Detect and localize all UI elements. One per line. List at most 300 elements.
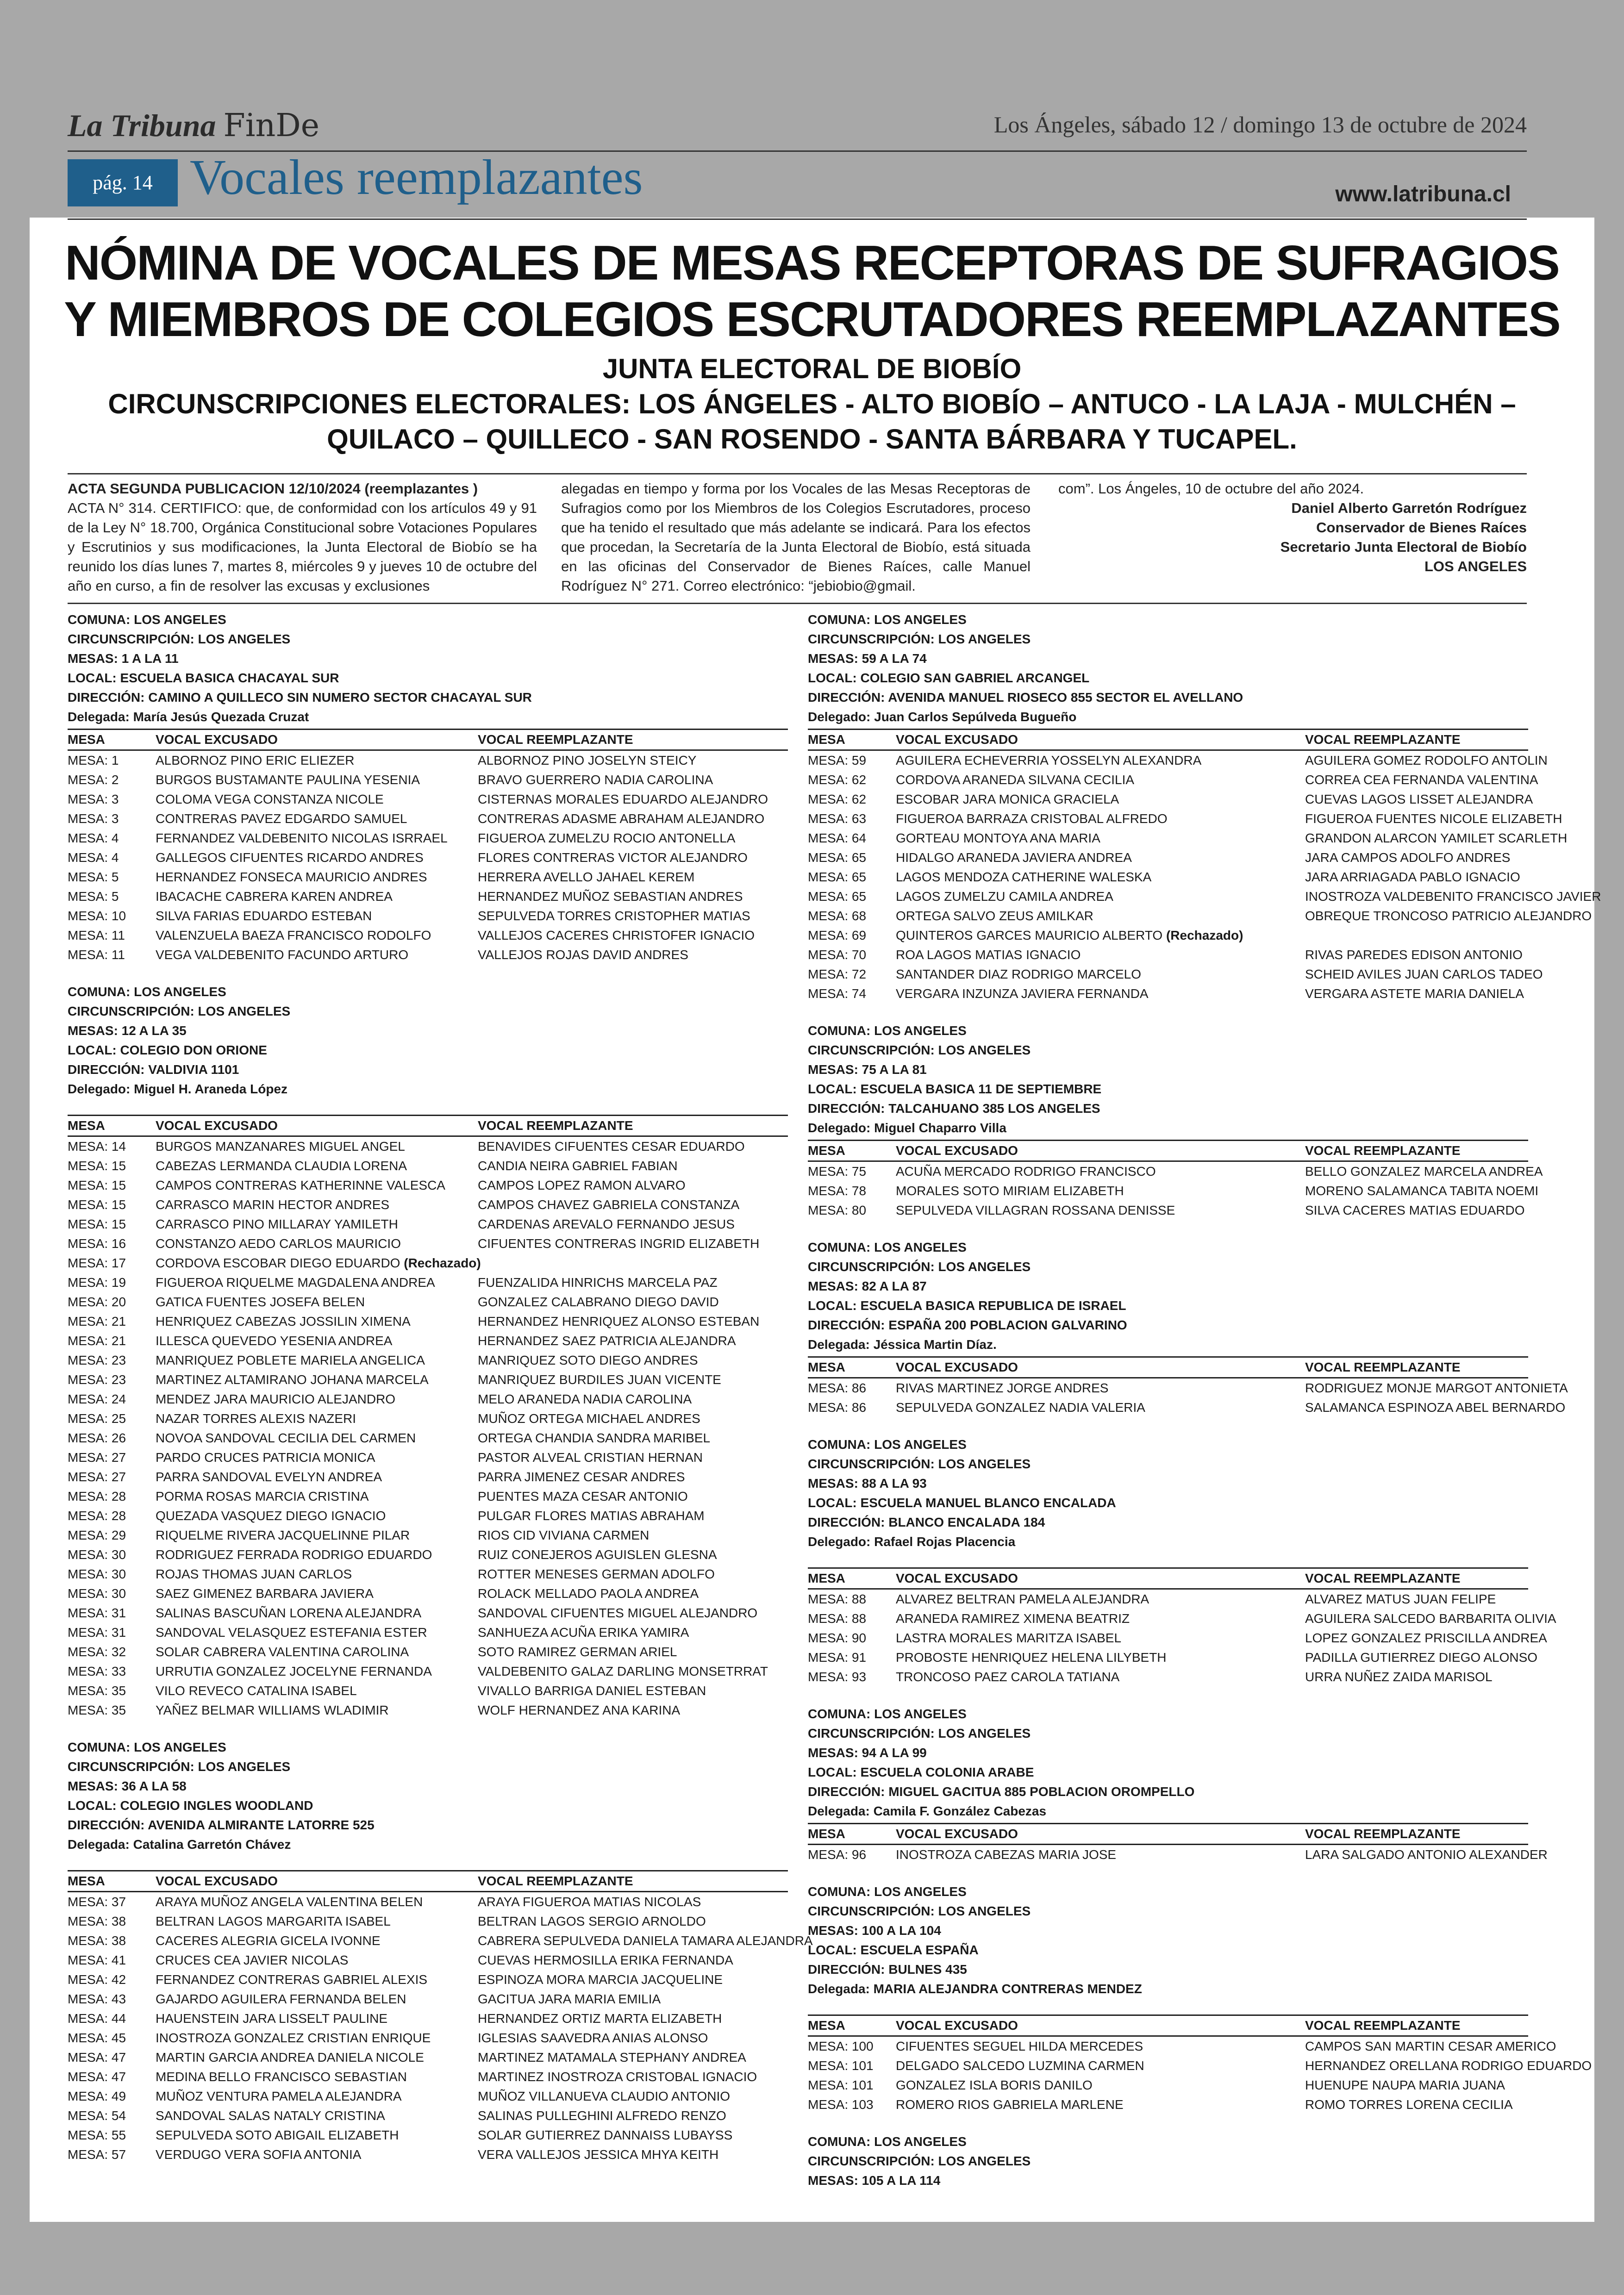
table-row [68, 1642, 788, 1662]
vocal-excusado-cell: SAEZ GIMENEZ BARBARA JAVIERA [156, 1586, 374, 1601]
polling-place-info [68, 610, 788, 727]
vocal-excusado-cell: SILVA FARIAS EDUARDO ESTEBAN [156, 909, 372, 923]
vocal-excusado-cell: FIGUEROA BARRAZA CRISTOBAL ALFREDO [896, 811, 1168, 826]
header-vocal-reemplazante: VOCAL REEMPLAZANTE [1305, 1571, 1461, 1585]
polling-place-info-line: CIRCUNSCRIPCIÓN: LOS ANGELES [808, 1904, 1031, 1918]
header-vocal-excusado: VOCAL EXCUSADO [896, 1827, 1018, 1841]
mesa-cell: MESA: 63 [808, 811, 867, 826]
mesa-cell: MESA: 43 [68, 1992, 126, 2006]
table-row [808, 984, 1528, 1004]
circunscripciones-line2: QUILACO – QUILLECO - SAN ROSENDO - SANTA BÁRBARA Y TUCAPEL. [327, 424, 1297, 455]
vocal-reemplazante-cell: SOLAR GUTIERREZ DANNAISS LUBAYSS [478, 2128, 733, 2142]
table-row [68, 1351, 788, 1370]
vocal-reemplazante-cell [1305, 926, 1528, 945]
vocal-excusado-cell: LAGOS ZUMELZU CAMILA ANDREA [896, 889, 1113, 904]
table-row [808, 867, 1528, 887]
polling-place-info-line: LOCAL: ESCUELA ESPAÑA [808, 1943, 979, 1957]
table-row [808, 770, 1538, 790]
vocal-reemplazante-cell: MARTINEZ INOSTROZA CRISTOBAL IGNACIO [478, 2070, 757, 2084]
table-row [68, 945, 788, 965]
table-row [808, 887, 1601, 906]
header-vocal-excusado: VOCAL EXCUSADO [156, 1118, 278, 1133]
polling-place-info [68, 982, 788, 1099]
polling-place-info-line: COMUNA: LOS ANGELES [808, 1884, 967, 1899]
vocal-reemplazante-cell: INOSTROZA VALDEBENITO FRANCISCO JAVIER [1305, 889, 1601, 904]
table-row [68, 1970, 788, 1989]
table-row [808, 2076, 1528, 2095]
vocal-excusado-cell: CONTRERAS PAVEZ EDGARDO SAMUEL [156, 811, 407, 826]
polling-place-info-line: CIRCUNSCRIPCIÓN: LOS ANGELES [808, 632, 1031, 646]
header-vocal-excusado: VOCAL EXCUSADO [156, 732, 278, 747]
polling-place-info-line: MESAS: 1 A LA 11 [68, 651, 179, 666]
polling-place-info-line: LOCAL: ESCUELA BASICA 11 DE SEPTIEMBRE [808, 1082, 1102, 1096]
mesa-cell: MESA: 90 [808, 1631, 867, 1645]
mesa-cell: MESA: 1 [68, 753, 119, 767]
vocal-reemplazante-cell: JARA CAMPOS ADOLFO ANDRES [1305, 850, 1511, 865]
table-row [68, 926, 788, 945]
table-row [68, 1254, 788, 1273]
table-row [808, 1845, 1548, 1865]
vocal-excusado-cell: MUÑOZ VENTURA PAMELA ALEJANDRA [156, 2089, 402, 2103]
vocal-excusado-cell: CABEZAS LERMANDA CLAUDIA LORENA [156, 1159, 407, 1173]
mesa-cell: MESA: 31 [68, 1606, 126, 1620]
acta-left-column [68, 479, 537, 596]
polling-place-info-line: MESAS: 59 A LA 74 [808, 651, 927, 666]
vocal-excusado-cell: CIFUENTES SEGUEL HILDA MERCEDES [896, 2039, 1143, 2053]
polling-place-info-line: DIRECCIÓN: AVENIDA ALMIRANTE LATORRE 525 [68, 1818, 375, 1832]
vocal-excusado-cell: HERNANDEZ FONSECA MAURICIO ANDRES [156, 870, 427, 884]
vocal-reemplazante-cell: HERNANDEZ MUÑOZ SEBASTIAN ANDRES [478, 889, 743, 904]
vocal-reemplazante-cell: MANRIQUEZ BURDILES JUAN VICENTE [478, 1372, 721, 1387]
vocal-excusado-cell: INOSTROZA CABEZAS MARIA JOSE [896, 1847, 1117, 1862]
vocal-reemplazante-cell: OBREQUE TRONCOSO PATRICIO ALEJANDRO [1305, 909, 1592, 923]
mesa-cell: MESA: 38 [68, 1933, 126, 1948]
table-row [808, 945, 1528, 965]
vocal-excusado-cell: CORDOVA ESCOBAR DIEGO EDUARDO (Rechazado) [156, 1256, 481, 1270]
mesa-cell: MESA: 49 [68, 2089, 126, 2103]
polling-place-info-line: Delegada: MARIA ALEJANDRA CONTRERAS MENDEZ [808, 1982, 1142, 1996]
spacer [808, 1999, 1528, 2013]
vocal-excusado-cell: MEDINA BELLO FRANCISCO SEBASTIAN [156, 2070, 407, 2084]
vocal-reemplazante-cell: SCHEID AVILES JUAN CARLOS TADEO [1305, 967, 1543, 981]
table-row [68, 2009, 788, 2028]
vocal-excusado-cell: RIVAS MARTINEZ JORGE ANDRES [896, 1381, 1109, 1395]
title-rule [68, 473, 1527, 474]
polling-place-info-line: Delegada: María Jesús Quezada Cruzat [68, 710, 309, 724]
table-row [808, 848, 1528, 867]
vocal-excusado-cell: LAGOS MENDOZA CATHERINE WALESKA [896, 870, 1152, 884]
vocal-excusado-cell: RODRIGUEZ FERRADA RODRIGO EDUARDO [156, 1547, 432, 1562]
vocal-excusado-cell: QUEZADA VASQUEZ DIEGO IGNACIO [156, 1509, 386, 1523]
rechazado-tag: (Rechazado) [404, 1256, 481, 1270]
polling-place-info-line: COMUNA: LOS ANGELES [808, 2134, 967, 2149]
section-title: Vocales reemplazantes [190, 150, 643, 205]
polling-place-info-line: DIRECCIÓN: AVENIDA MANUEL RIOSECO 855 SECTOR EL AVELLANO [808, 690, 1243, 705]
mesa-cell: MESA: 44 [68, 2011, 126, 2026]
circunscripciones-line1: CIRCUNSCRIPCIONES ELECTORALES: LOS ÁNGELES - ALTO BIOBÍO – ANTUCO - LA LAJA - MULCHÉN – [108, 388, 1516, 419]
mesa-cell: MESA: 23 [68, 1353, 126, 1367]
vocal-reemplazante-cell: BRAVO GUERRERO NADIA CAROLINA [478, 773, 713, 787]
table-row [68, 2087, 788, 2106]
vocal-reemplazante-cell: WOLF HERNANDEZ ANA KARINA [478, 1703, 681, 1717]
website-url: www.latribuna.cl [1335, 182, 1511, 206]
vocal-excusado-cell: NOVOA SANDOVAL CECILIA DEL CARMEN [156, 1431, 416, 1445]
mesa-cell: MESA: 30 [68, 1547, 126, 1562]
vocal-reemplazante-cell: VERA VALLEJOS JESSICA MHYA KEITH [478, 2147, 719, 2162]
vocal-reemplazante-cell: ROTTER MENESES GERMAN ADOLFO [478, 1567, 715, 1581]
table-row [68, 2145, 788, 2164]
table-row [68, 1195, 788, 1215]
vocal-reemplazante-cell: CARDENAS AREVALO FERNANDO JESUS [478, 1217, 735, 1231]
table-row [68, 1565, 788, 1584]
table-row [68, 848, 788, 867]
table-row [808, 965, 1543, 984]
vocal-excusado-cell: MENDEZ JARA MAURICIO ALEJANDRO [156, 1392, 396, 1406]
vocal-excusado-cell: SANTANDER DIAZ RODRIGO MARCELO [896, 967, 1141, 981]
vocal-excusado-cell: BURGOS BUSTAMANTE PAULINA YESENIA [156, 773, 420, 787]
polling-place-info-line: DIRECCIÓN: CAMINO A QUILLECO SIN NUMERO SECTOR CHACAYAL SUR [68, 690, 532, 705]
mesa-cell: MESA: 4 [68, 831, 119, 845]
vocal-reemplazante-cell [478, 1254, 788, 1273]
vocal-reemplazante-cell: FLORES CONTRERAS VICTOR ALEJANDRO [478, 850, 748, 865]
table-row [68, 906, 788, 926]
vocal-reemplazante-cell: CAMPOS LOPEZ RAMON ALVARO [478, 1178, 686, 1192]
header-vocal-excusado: VOCAL EXCUSADO [896, 732, 1018, 747]
mesa-cell: MESA: 96 [808, 1847, 867, 1862]
table-row [808, 926, 1528, 945]
mesa-cell: MESA: 35 [68, 1703, 126, 1717]
table-row [808, 1648, 1538, 1667]
junta-title: JUNTA ELECTORAL DE BIOBÍO [602, 353, 1022, 384]
vocal-excusado-cell: TRONCOSO PAEZ CAROLA TATIANA [896, 1670, 1120, 1684]
vocal-excusado-cell: RIQUELME RIVERA JACQUELINNE PILAR [156, 1528, 410, 1542]
polling-place-info-line: MESAS: 94 A LA 99 [808, 1746, 927, 1760]
vocal-reemplazante-cell: AGUILERA GOMEZ RODOLFO ANTOLIN [1305, 753, 1548, 767]
table-row [68, 2048, 788, 2067]
signatory-title1: Conservador de Bienes Raíces [1316, 519, 1527, 536]
mesa-cell: MESA: 25 [68, 1411, 126, 1426]
vocal-reemplazante-cell: MUÑOZ VILLANUEVA CLAUDIO ANTONIO [478, 2089, 731, 2103]
vocal-reemplazante-cell: CIFUENTES CONTRERAS INGRID ELIZABETH [478, 1236, 760, 1251]
header-vocal-reemplazante: VOCAL REEMPLAZANTE [1305, 1827, 1461, 1841]
table-row [68, 1951, 788, 1970]
vocal-reemplazante-cell: MORENO SALAMANCA TABITA NOEMI [1305, 1184, 1539, 1198]
polling-place-info-line: COMUNA: LOS ANGELES [808, 612, 967, 627]
vocal-excusado-cell: ILLESCA QUEVEDO YESENIA ANDREA [156, 1334, 393, 1348]
table-row [808, 2095, 1528, 2114]
vocal-reemplazante-cell: SILVA CACERES MATIAS EDUARDO [1305, 1203, 1525, 1217]
vocal-reemplazante-cell: ALVAREZ MATUS JUAN FELIPE [1305, 1592, 1496, 1606]
table-row [68, 2067, 788, 2087]
table-header [808, 729, 1528, 751]
polling-place-info-line: DIRECCIÓN: BULNES 435 [808, 1962, 967, 1977]
vocal-excusado-cell: ROJAS THOMAS JUAN CARLOS [156, 1567, 352, 1581]
main-title-line1: NÓMINA DE VOCALES DE MESAS RECEPTORAS DE SUFRAGIOS [65, 236, 1559, 290]
mesa-cell: MESA: 69 [808, 928, 867, 942]
header-mesa: MESA [808, 1571, 845, 1585]
polling-place-info [808, 1435, 1528, 1552]
vocal-reemplazante-cell: HERNANDEZ ORELLANA RODRIGO EDUARDO [1305, 2058, 1592, 2073]
vocal-excusado-cell: PROBOSTE HENRIQUEZ HELENA LILYBETH [896, 1650, 1167, 1665]
table-row [68, 1545, 788, 1565]
spacer [68, 1099, 788, 1113]
polling-place-block [808, 1882, 1592, 2114]
table-header [68, 1870, 788, 1892]
polling-place-info-line: LOCAL: ESCUELA MANUEL BLANCO ENCALADA [808, 1496, 1116, 1510]
table-header [808, 1356, 1528, 1378]
vocal-reemplazante-cell: CORREA CEA FERNANDA VALENTINA [1305, 773, 1538, 787]
polling-place-info [808, 610, 1528, 727]
header-vocal-reemplazante: VOCAL REEMPLAZANTE [1305, 732, 1461, 747]
polling-place-info-line: MESAS: 12 A LA 35 [68, 1023, 187, 1038]
right-listing-column [808, 610, 1601, 2208]
vocal-excusado-cell: ORTEGA SALVO ZEUS AMILKAR [896, 909, 1093, 923]
polling-place-info [808, 1238, 1528, 1354]
polling-place-info-line: COMUNA: LOS ANGELES [808, 1707, 967, 1721]
table-row [68, 1506, 788, 1526]
mesa-cell: MESA: 14 [68, 1139, 126, 1154]
table-row [68, 809, 788, 829]
vocal-reemplazante-cell: CANDIA NEIRA GABRIEL FABIAN [478, 1159, 678, 1173]
mesa-cell: MESA: 29 [68, 1528, 126, 1542]
vocal-excusado-cell: ALBORNOZ PINO ERIC ELIEZER [156, 753, 355, 767]
table-row [68, 2106, 788, 2126]
mesa-cell: MESA: 15 [68, 1159, 126, 1173]
polling-place-info-line: CIRCUNSCRIPCIÓN: LOS ANGELES [808, 2154, 1031, 2168]
mesa-cell: MESA: 37 [68, 1895, 126, 1909]
vocal-excusado-cell: BELTRAN LAGOS MARGARITA ISABEL [156, 1914, 391, 1928]
polling-place-info-line: Delegada: Jéssica Martin Díaz. [808, 1337, 997, 1352]
vocal-reemplazante-cell: BENAVIDES CIFUENTES CESAR EDUARDO [478, 1139, 745, 1154]
header-vocal-reemplazante: VOCAL REEMPLAZANTE [478, 732, 633, 747]
vocal-reemplazante-cell: PARRA JIMENEZ CESAR ANDRES [478, 1470, 685, 1484]
table-row [808, 1398, 1566, 1417]
polling-place-info-line: Delegado: Miguel H. Araneda López [68, 1082, 288, 1096]
polling-place-info-line: CIRCUNSCRIPCIÓN: LOS ANGELES [68, 632, 291, 646]
vocal-reemplazante-cell: CAMPOS SAN MARTIN CESAR AMERICO [1305, 2039, 1556, 2053]
vocal-excusado-cell: FERNANDEZ VALDEBENITO NICOLAS ISRRAEL [156, 831, 448, 845]
vocal-reemplazante-cell: ROLACK MELLADO PAOLA ANDREA [478, 1586, 699, 1601]
vocal-excusado-cell: GONZALEZ ISLA BORIS DANILO [896, 2078, 1093, 2092]
table-row [68, 887, 788, 906]
header-vocal-reemplazante: VOCAL REEMPLAZANTE [1305, 1360, 1461, 1374]
table-row [68, 1701, 788, 1720]
polling-place-info-line: COMUNA: LOS ANGELES [808, 1437, 967, 1452]
vocal-excusado-cell: CAMPOS CONTRERAS KATHERINNE VALESCA [156, 1178, 445, 1192]
vocal-excusado-cell: MARTIN GARCIA ANDREA DANIELA NICOLE [156, 2050, 424, 2064]
vocal-reemplazante-cell: VALLEJOS CACERES CHRISTOFER IGNACIO [478, 928, 755, 942]
header-vocal-excusado: VOCAL EXCUSADO [156, 1874, 278, 1888]
header-vocal-reemplazante: VOCAL REEMPLAZANTE [478, 1874, 633, 1888]
polling-place-info-line: MESAS: 36 A LA 58 [68, 1779, 187, 1793]
table-row [68, 1892, 788, 1912]
polling-place-info-line: COMUNA: LOS ANGELES [68, 1740, 226, 1754]
vocal-excusado-cell: GATICA FUENTES JOSEFA BELEN [156, 1295, 365, 1309]
vocal-excusado-cell: AGUILERA ECHEVERRIA YOSSELYN ALEXANDRA [896, 753, 1202, 767]
table-row [808, 2037, 1556, 2056]
signatory-title2: Secretario Junta Electoral de Biobío [1280, 539, 1527, 555]
table-row [68, 1390, 788, 1409]
vocal-excusado-cell: MANRIQUEZ POBLETE MARIELA ANGELICA [156, 1353, 425, 1367]
vocal-reemplazante-cell: SANHUEZA ACUÑA ERIKA YAMIRA [478, 1625, 689, 1640]
vocal-excusado-cell: VEGA VALDEBENITO FACUNDO ARTURO [156, 948, 409, 962]
table-row [808, 2056, 1592, 2076]
table-header [808, 1140, 1528, 1162]
polling-place-info-line: DIRECCIÓN: TALCAHUANO 385 LOS ANGELES [808, 1101, 1100, 1116]
vocal-reemplazante-cell: LOPEZ GONZALEZ PRISCILLA ANDREA [1305, 1631, 1547, 1645]
vocal-reemplazante-cell: ESPINOZA MORA MARCIA JACQUELINE [478, 1972, 723, 1987]
polling-place-info [808, 1882, 1528, 1999]
vocal-reemplazante-cell: SEPULVEDA TORRES CRISTOPHER MATIAS [478, 909, 750, 923]
mesa-cell: MESA: 19 [68, 1275, 126, 1290]
mesa-cell: MESA: 21 [68, 1334, 126, 1348]
vocal-excusado-cell: CARRASCO MARIN HECTOR ANDRES [156, 1197, 390, 1212]
vocal-reemplazante-cell: CABRERA SEPULVEDA DANIELA TAMARA ALEJANDRA [478, 1933, 813, 1948]
vocal-excusado-cell: URRUTIA GONZALEZ JOCELYNE FERNANDA [156, 1664, 432, 1678]
header-vocal-excusado: VOCAL EXCUSADO [896, 2018, 1018, 2033]
vocal-excusado-cell: LASTRA MORALES MARITZA ISABEL [896, 1631, 1122, 1645]
mesa-cell: MESA: 47 [68, 2070, 126, 2084]
newspaper-brand [68, 107, 319, 144]
mesa-cell: MESA: 72 [808, 967, 867, 981]
mesa-cell: MESA: 5 [68, 870, 119, 884]
vocal-excusado-cell: BURGOS MANZANARES MIGUEL ANGEL [156, 1139, 405, 1154]
table-row [808, 1378, 1568, 1398]
table-row [808, 1628, 1547, 1648]
vocal-excusado-cell: YAÑEZ BELMAR WILLIAMS WLADIMIR [156, 1703, 389, 1717]
vocal-excusado-cell: COLOMA VEGA CONSTANZA NICOLE [156, 792, 384, 806]
left-listing-column [68, 610, 813, 2182]
table-row [68, 1584, 788, 1603]
vocal-excusado-cell: ARANEDA RAMIREZ XIMENA BEATRIZ [896, 1611, 1130, 1626]
vocal-excusado-cell: PORMA ROSAS MARCIA CRISTINA [156, 1489, 369, 1503]
mesa-cell: MESA: 65 [808, 870, 867, 884]
vocal-reemplazante-cell: CUEVAS HERMOSILLA ERIKA FERNANDA [478, 1953, 733, 1967]
mesa-cell: MESA: 62 [808, 773, 867, 787]
polling-place-info-line: DIRECCIÓN: VALDIVIA 1101 [68, 1062, 239, 1077]
vocal-reemplazante-cell: VERGARA ASTETE MARIA DANIELA [1305, 986, 1524, 1001]
table-row [68, 770, 788, 790]
polling-place-info-line: DIRECCIÓN: BLANCO ENCALADA 184 [808, 1515, 1045, 1529]
header-vocal-reemplazante: VOCAL REEMPLAZANTE [1305, 2018, 1461, 2033]
vocal-reemplazante-cell: RUIZ CONEJEROS AGUISLEN GLESNA [478, 1547, 717, 1562]
vocal-excusado-cell: HAUENSTEIN JARA LISSELT PAULINE [156, 2011, 388, 2026]
mesa-cell: MESA: 4 [68, 850, 119, 865]
vocal-excusado-cell: ALVAREZ BELTRAN PAMELA ALEJANDRA [896, 1592, 1149, 1606]
vocal-reemplazante-cell: MELO ARANEDA NADIA CAROLINA [478, 1392, 692, 1406]
table-row [68, 1681, 788, 1701]
polling-place-info-line: CIRCUNSCRIPCIÓN: LOS ANGELES [808, 1726, 1031, 1740]
vocal-excusado-cell: SANDOVAL SALAS NATALY CRISTINA [156, 2108, 385, 2123]
vocal-reemplazante-cell: GONZALEZ CALABRANO DIEGO DAVID [478, 1295, 719, 1309]
mesa-cell: MESA: 11 [68, 928, 125, 942]
mesa-cell: MESA: 47 [68, 2050, 126, 2064]
vocal-excusado-cell: CACERES ALEGRIA GICELA IVONNE [156, 1933, 381, 1948]
table-row [68, 1312, 788, 1331]
table-row [68, 2126, 788, 2145]
mesa-cell: MESA: 100 [808, 2039, 874, 2053]
polling-place-info-line: MESAS: 75 A LA 81 [808, 1062, 927, 1077]
mesa-cell: MESA: 75 [808, 1164, 867, 1179]
table-row [808, 829, 1568, 848]
table-row [68, 1156, 788, 1176]
vocal-reemplazante-cell: RIOS CID VIVIANA CARMEN [478, 1528, 650, 1542]
acta-right-column [1049, 479, 1527, 576]
vocal-excusado-cell: HIDALGO ARANEDA JAVIERA ANDREA [896, 850, 1132, 865]
vocal-excusado-cell: MORALES SOTO MIRIAM ELIZABETH [896, 1184, 1124, 1198]
mesa-cell: MESA: 59 [808, 753, 867, 767]
mesa-cell: MESA: 62 [808, 792, 867, 806]
polling-place-info-line: Delegada: Catalina Garretón Chávez [68, 1837, 291, 1852]
table-row [68, 1234, 788, 1254]
mesa-cell: MESA: 16 [68, 1236, 126, 1251]
mesa-cell: MESA: 21 [68, 1314, 126, 1328]
vocal-excusado-cell: VALENZUELA BAEZA FRANCISCO RODOLFO [156, 928, 431, 942]
vocal-reemplazante-cell: CISTERNAS MORALES EDUARDO ALEJANDRO [478, 792, 768, 806]
header-vocal-reemplazante: VOCAL REEMPLAZANTE [1305, 1143, 1461, 1158]
polling-place-info [808, 2132, 1528, 2190]
header-mesa: MESA [808, 1143, 845, 1158]
vocal-excusado-cell: SEPULVEDA SOTO ABIGAIL ELIZABETH [156, 2128, 399, 2142]
vocal-excusado-cell: DELGADO SALCEDO LUZMINA CARMEN [896, 2058, 1144, 2073]
vocal-excusado-cell: ROA LAGOS MATIAS IGNACIO [896, 948, 1081, 962]
mesa-cell: MESA: 88 [808, 1611, 867, 1626]
dateline: Los Ángeles, sábado 12 / domingo 13 de octubre de 2024 [993, 112, 1527, 137]
header-vocal-reemplazante: VOCAL REEMPLAZANTE [478, 1118, 633, 1133]
polling-place-info-line: LOCAL: COLEGIO INGLES WOODLAND [68, 1798, 313, 1813]
header-bottom-rule [68, 218, 1527, 220]
header-mesa: MESA [68, 732, 105, 747]
vocal-excusado-cell: NAZAR TORRES ALEXIS NAZERI [156, 1411, 356, 1426]
vocal-excusado-cell: SANDOVAL VELASQUEZ ESTEFANIA ESTER [156, 1625, 427, 1640]
vocal-excusado-cell: GALLEGOS CIFUENTES RICARDO ANDRES [156, 850, 424, 865]
polling-place-info-line: MESAS: 100 A LA 104 [808, 1923, 941, 1938]
polling-place-block [808, 1435, 1556, 1687]
mesa-cell: MESA: 88 [808, 1592, 867, 1606]
vocal-reemplazante-cell: AGUILERA SALCEDO BARBARITA OLIVIA [1305, 1611, 1556, 1626]
polling-place-info-line: CIRCUNSCRIPCIÓN: LOS ANGELES [808, 1260, 1031, 1274]
vocal-reemplazante-cell: FIGUEROA ZUMELZU ROCIO ANTONELLA [478, 831, 736, 845]
mesa-cell: MESA: 86 [808, 1381, 867, 1395]
acta-text-left: ACTA N° 314. CERTIFICO: que, de conformidad con los artículos 49 y 91 de la Ley N° 18.700, Orgánica Constitucional sobre Votaciones Populares y Escrutinios y sus modificaciones, la Junta Electoral de Biobío se ha reunido los días lunes 7, martes 8, miércoles 9 y jueves 10 de octubre del año en curso, a fin de resolver las excusas y exclusiones [68, 500, 537, 594]
table-header [808, 2014, 1528, 2037]
table-row [68, 1467, 788, 1487]
mesa-cell: MESA: 15 [68, 1197, 126, 1212]
acta-heading: ACTA SEGUNDA PUBLICACION 12/10/2024 (reemplazantes ) [68, 480, 478, 497]
vocal-excusado-cell: GAJARDO AGUILERA FERNANDA BELEN [156, 1992, 406, 2006]
mesa-cell: MESA: 27 [68, 1450, 126, 1465]
mesa-cell: MESA: 27 [68, 1470, 126, 1484]
vocal-reemplazante-cell: RODRIGUEZ MONJE MARGOT ANTONIETA [1305, 1381, 1568, 1395]
polling-place-info-line: MESAS: 82 A LA 87 [808, 1279, 927, 1293]
vocal-reemplazante-cell: ALBORNOZ PINO JOSELYN STEICY [478, 753, 697, 767]
polling-place-info-line: Delegado: Juan Carlos Sepúlveda Bugueño [808, 710, 1077, 724]
mesa-cell: MESA: 3 [68, 811, 119, 826]
vocal-reemplazante-cell: BELLO GONZALEZ MARCELA ANDREA [1305, 1164, 1543, 1179]
table-row [68, 2028, 788, 2048]
vocal-reemplazante-cell: GACITUA JARA MARIA EMILIA [478, 1992, 661, 2006]
polling-place-info-line: CIRCUNSCRIPCIÓN: LOS ANGELES [808, 1457, 1031, 1471]
vocal-excusado-cell: VILO REVECO CATALINA ISABEL [156, 1684, 357, 1698]
table-row [808, 1201, 1528, 1220]
brand-logo: La Tribuna [68, 108, 216, 143]
mesa-cell: MESA: 103 [808, 2097, 874, 2112]
polling-place-block [808, 1021, 1543, 1220]
mesa-cell: MESA: 64 [808, 831, 867, 845]
table-row [808, 1667, 1528, 1687]
vocal-excusado-cell: GORTEAU MONTOYA ANA MARIA [896, 831, 1100, 845]
vocal-reemplazante-cell: CUEVAS LAGOS LISSET ALEJANDRA [1305, 792, 1533, 806]
